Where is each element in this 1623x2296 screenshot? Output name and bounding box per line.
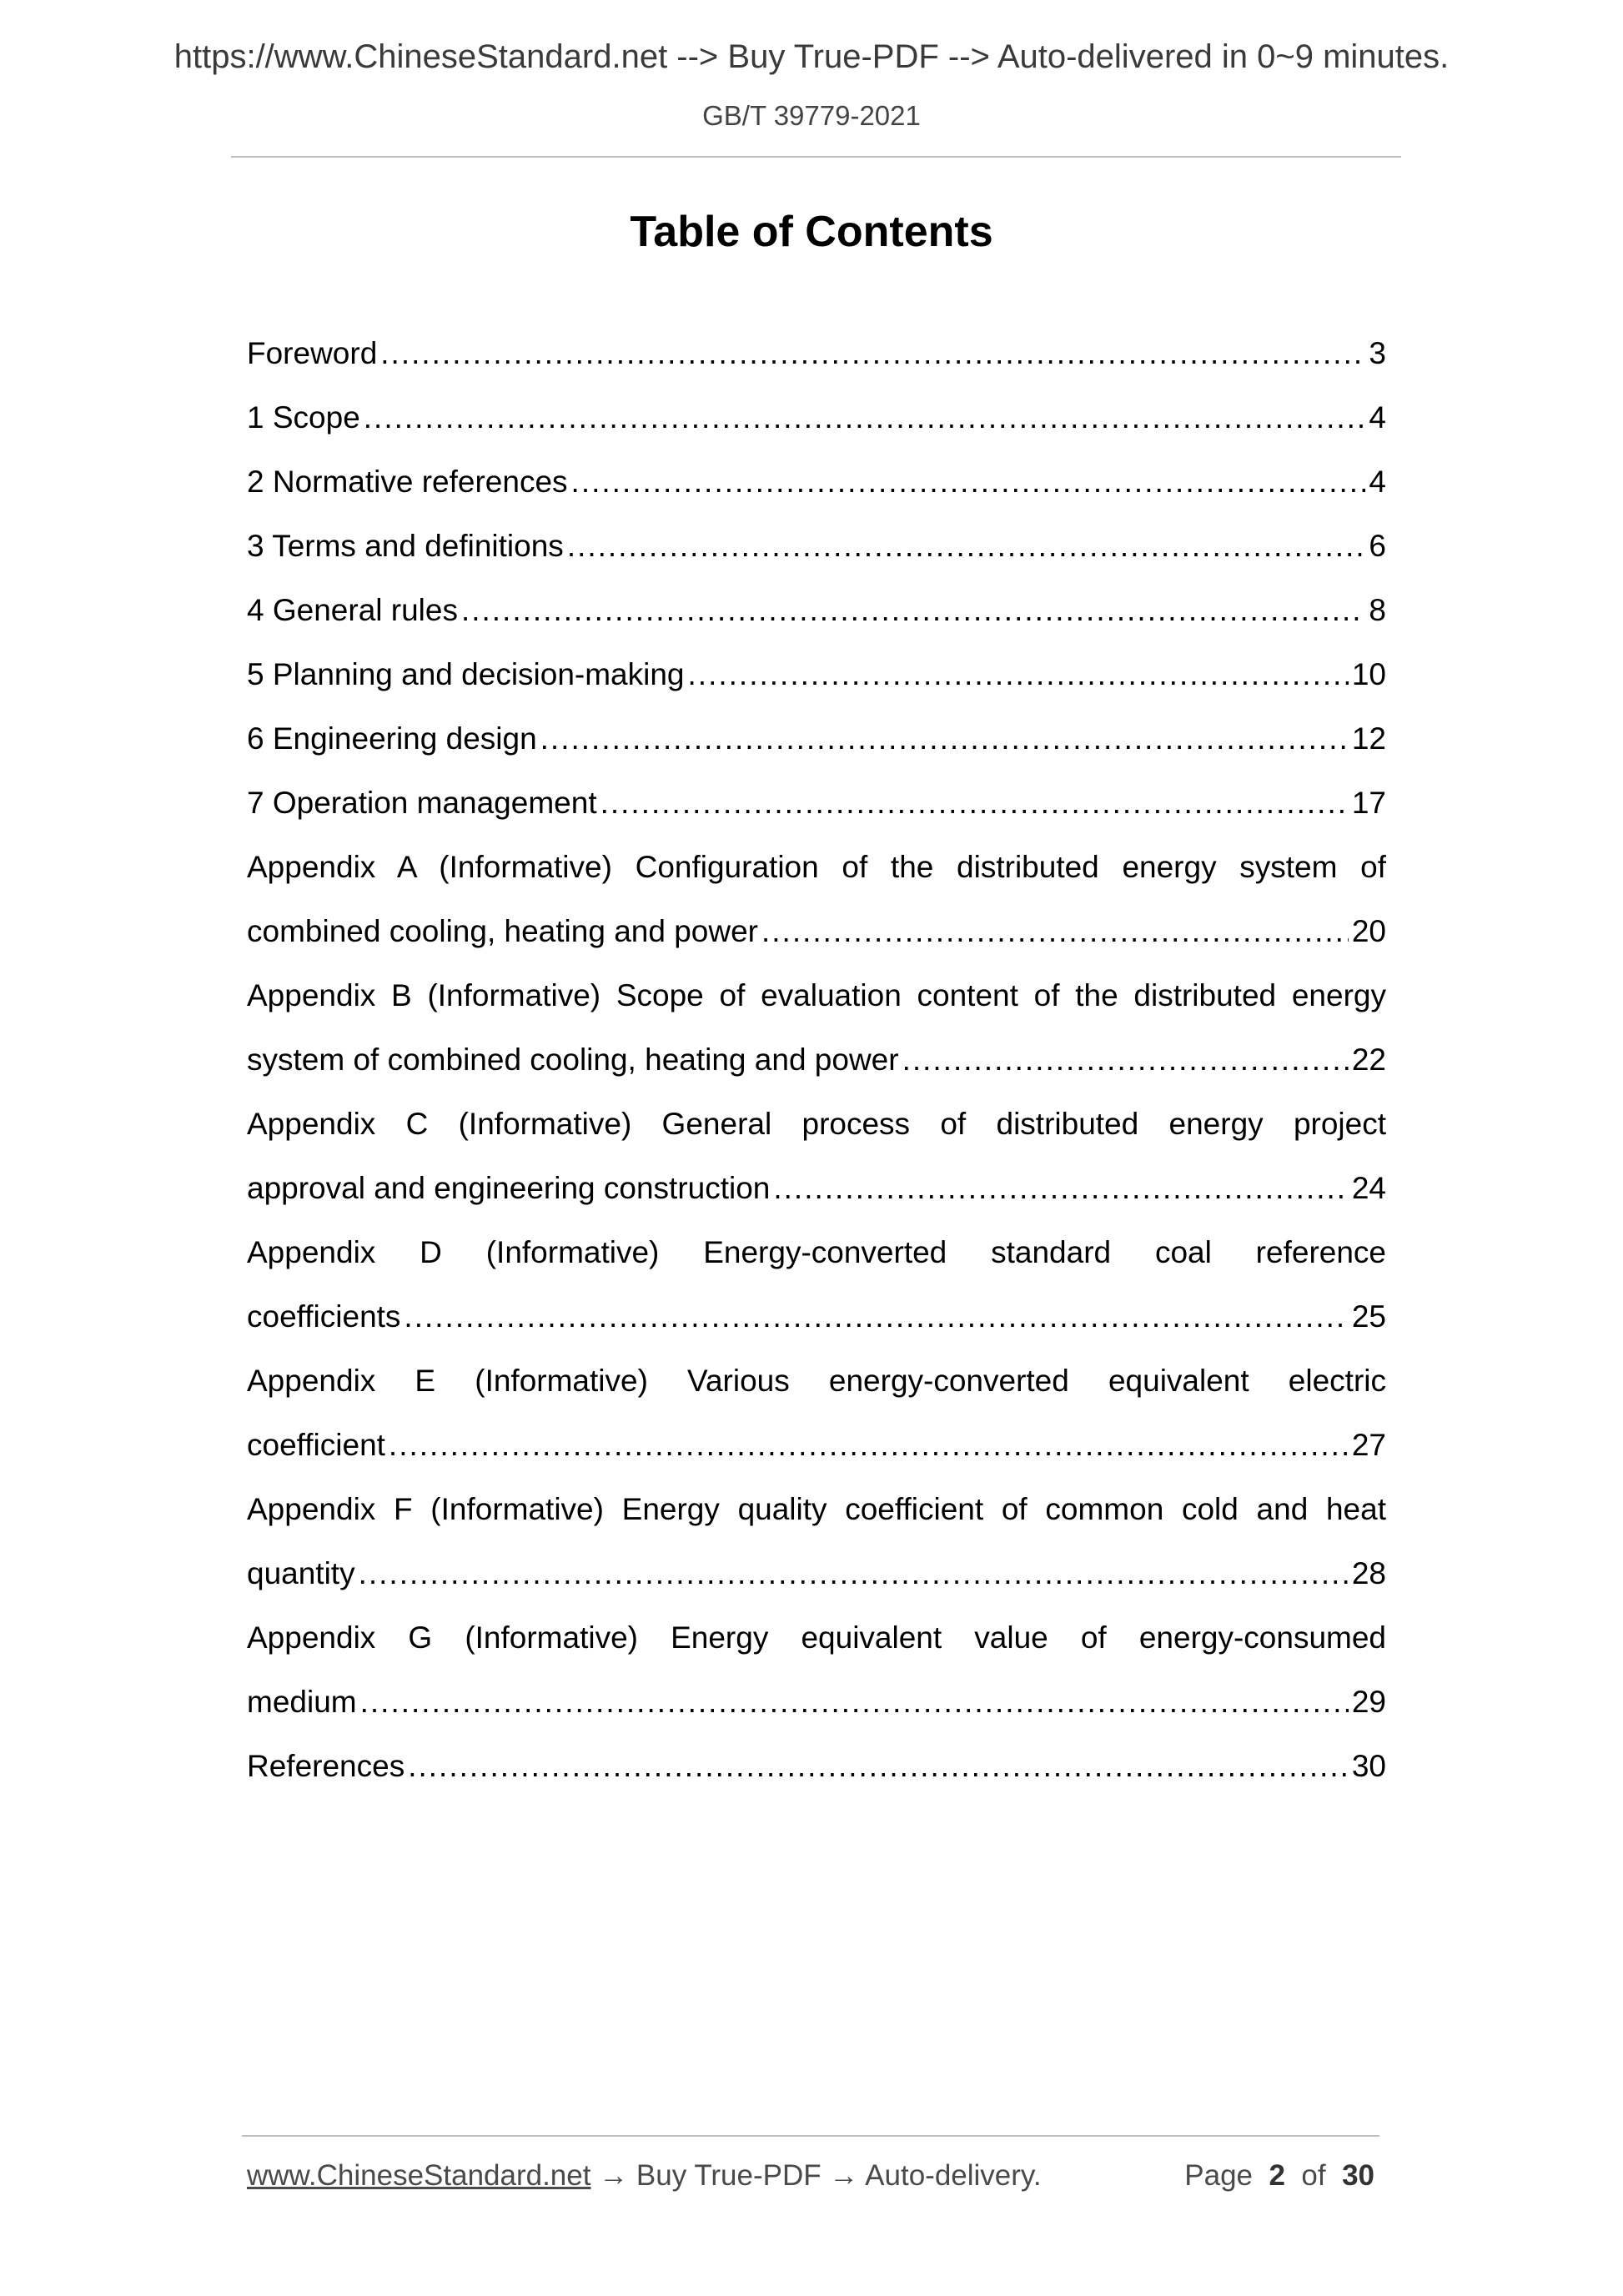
toc-entry-page: 25 <box>1351 1299 1386 1334</box>
toc-entry-page: 8 <box>1369 593 1386 627</box>
toc-entry-title: combined cooling, heating and power <box>247 914 758 948</box>
toc-entry-title: References <box>247 1749 405 1783</box>
toc-entry-scope[interactable] <box>247 393 1386 457</box>
toc-entry-title: Foreword <box>247 336 378 370</box>
footer-tagline: → Buy True-PDF → Auto-delivery. <box>590 2159 1042 2192</box>
toc-entry-page: 27 <box>1351 1428 1386 1462</box>
toc-dot-leader <box>571 457 1366 507</box>
toc-entry-title: coefficients <box>247 1299 401 1334</box>
toc-entry-title: quantity <box>247 1556 355 1590</box>
toc-entry-appendix-d-line1[interactable]: Appendix D (Informative) Energy-converted standard coal reference <box>247 1235 1386 1269</box>
footer-divider <box>242 2135 1379 2137</box>
toc-entry-appendix-b[interactable] <box>247 1035 1386 1099</box>
page-total: 30 <box>1342 2159 1374 2192</box>
toc-entry-appendix-a[interactable] <box>247 907 1386 971</box>
toc-entry-appendix-e-line1[interactable]: Appendix E (Informative) Various energy-converted equivalent electric <box>247 1364 1386 1398</box>
top-banner: https://www.ChineseStandard.net --> Buy True-PDF --> Auto-delivered in 0~9 minutes. <box>173 38 1450 75</box>
toc-dot-leader <box>404 1292 1348 1342</box>
toc-list <box>247 329 1386 1806</box>
toc-entry-title: 4 General rules <box>247 593 458 627</box>
toc-dot-leader <box>461 585 1365 636</box>
toc-entry-title: 1 Scope <box>247 400 360 435</box>
page-word: Page <box>1184 2159 1254 2192</box>
toc-entry-references[interactable] <box>247 1741 1386 1806</box>
toc-entry-appendix-a-line1[interactable]: Appendix A (Informative) Configuration of the distributed energy system of <box>247 850 1386 884</box>
toc-entry-title: 2 Normative references <box>247 465 568 499</box>
toc-entry-page: 3 <box>1369 336 1386 370</box>
toc-entry-page: 12 <box>1351 721 1386 756</box>
toc-entry-appendix-g[interactable] <box>247 1677 1386 1741</box>
toc-dot-leader <box>364 393 1366 443</box>
toc-entry-page: 17 <box>1351 786 1386 820</box>
toc-entry-appendix-f-line1[interactable]: Appendix F (Informative) Energy quality coefficient of common cold and heat <box>247 1492 1386 1526</box>
toc-entry-title: coefficient <box>247 1428 385 1462</box>
toc-dot-leader <box>773 1163 1348 1213</box>
toc-dot-leader <box>902 1035 1349 1085</box>
toc-entry-planning[interactable] <box>247 650 1386 714</box>
toc-entry-title: 7 Operation management <box>247 786 597 820</box>
toc-dot-leader <box>408 1741 1349 1791</box>
toc-entry-appendix-c[interactable] <box>247 1163 1386 1228</box>
toc-entry-terms-and-definitions[interactable] <box>247 521 1386 585</box>
toc-entry-appendix-f[interactable] <box>247 1549 1386 1613</box>
toc-entry-page: 22 <box>1351 1042 1386 1077</box>
toc-entry-appendix-e[interactable] <box>247 1420 1386 1485</box>
toc-dot-leader <box>380 329 1365 379</box>
toc-entry-operation-management[interactable] <box>247 778 1386 842</box>
footer-site-link[interactable]: www.ChineseStandard.net <box>247 2159 591 2192</box>
toc-entry-normative-references[interactable] <box>247 457 1386 521</box>
page-number <box>1184 2158 1374 2193</box>
toc-entry-title: medium <box>247 1685 357 1719</box>
toc-entry-appendix-g-line1[interactable]: Appendix G (Informative) Energy equivalent value of energy-consumed <box>247 1620 1386 1655</box>
of-word: of <box>1301 2159 1326 2192</box>
toc-entry-page: 29 <box>1351 1685 1386 1719</box>
toc-entry-title: 5 Planning and decision-making <box>247 657 685 691</box>
toc-entry-foreword[interactable] <box>247 329 1386 393</box>
page-title: Table of Contents <box>630 208 993 256</box>
toc-entry-title: approval and engineering construction <box>247 1171 771 1205</box>
toc-entry-page: 20 <box>1351 914 1386 948</box>
toc-dot-leader <box>359 1549 1349 1599</box>
toc-dot-leader <box>688 650 1349 700</box>
header-divider <box>231 156 1401 158</box>
toc-entry-page: 24 <box>1351 1171 1386 1205</box>
toc-entry-general-rules[interactable] <box>247 585 1386 650</box>
toc-entry-page: 4 <box>1369 465 1386 499</box>
toc-dot-leader <box>389 1420 1349 1470</box>
toc-dot-leader <box>567 521 1366 571</box>
footer-left <box>247 2158 1042 2193</box>
toc-entry-page: 30 <box>1351 1749 1386 1783</box>
toc-entry-page: 28 <box>1351 1556 1386 1590</box>
toc-dot-leader <box>600 778 1349 828</box>
toc-entry-appendix-b-line1[interactable]: Appendix B (Informative) Scope of evaluation content of the distributed energy <box>247 978 1386 1012</box>
toc-dot-leader <box>540 714 1349 764</box>
page-current: 2 <box>1269 2159 1285 2192</box>
toc-dot-leader <box>360 1677 1349 1727</box>
toc-entry-page: 6 <box>1369 529 1386 563</box>
toc-entry-title: system of combined cooling, heating and power <box>247 1042 899 1077</box>
toc-entry-page: 10 <box>1351 657 1386 691</box>
toc-dot-leader <box>761 907 1349 957</box>
toc-entry-engineering-design[interactable] <box>247 714 1386 778</box>
toc-entry-title: 6 Engineering design <box>247 721 537 756</box>
toc-entry-title: 3 Terms and definitions <box>247 529 564 563</box>
document-code: GB/T 39779-2021 <box>702 100 921 131</box>
toc-entry-appendix-d[interactable] <box>247 1292 1386 1356</box>
toc-entry-appendix-c-line1[interactable]: Appendix C (Informative) General process of distributed energy project <box>247 1107 1386 1141</box>
toc-entry-page: 4 <box>1369 400 1386 435</box>
